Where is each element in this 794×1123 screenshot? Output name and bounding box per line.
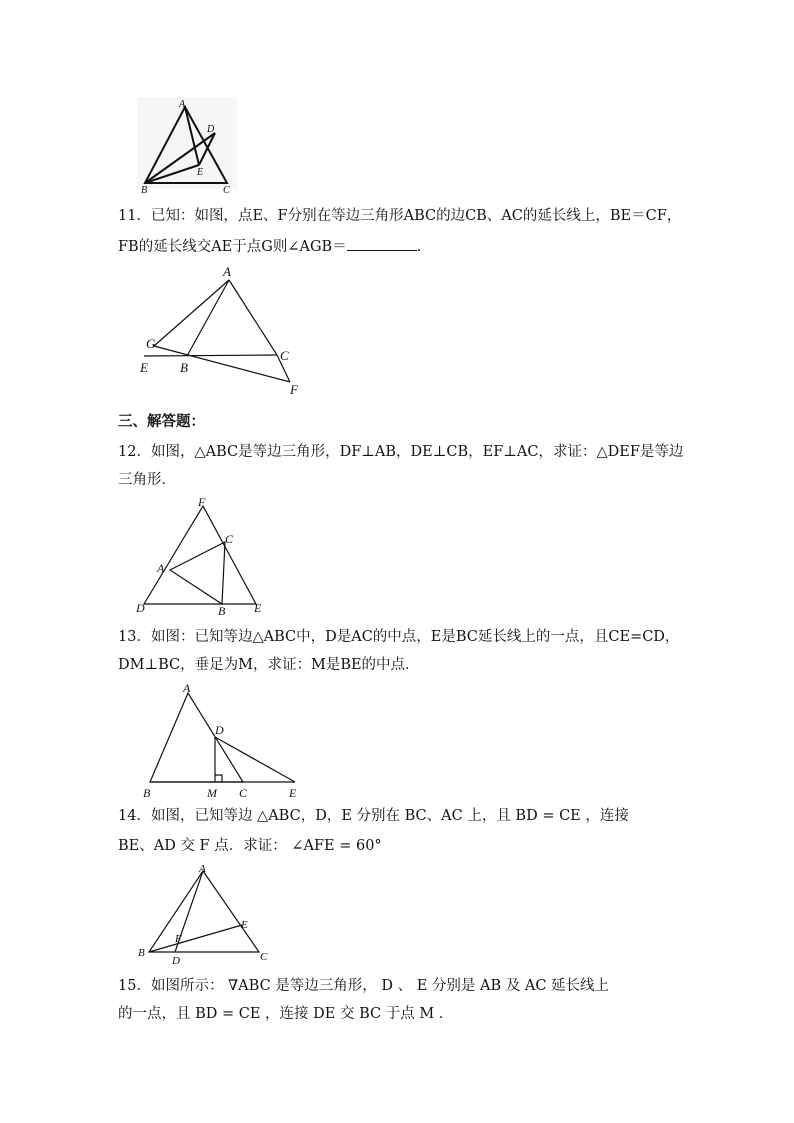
fig11-label-e: E: [140, 360, 148, 375]
fig11-label-a: A: [223, 264, 231, 279]
figure-q10: [135, 95, 245, 197]
fig14-label-c: C: [260, 951, 268, 963]
fig13-label-e: E: [289, 786, 297, 800]
fig14-label-b: B: [138, 947, 145, 959]
q11-period: ．: [416, 239, 432, 255]
q15-line2: 的一点，且 BD = CE ，连接 DE 交 BC 于点 M ．: [118, 1006, 454, 1022]
figure-q13: [135, 680, 310, 802]
fig11-label-g: G: [146, 336, 156, 351]
q13-line1: 13．如图：已知等边△ABC中，D是AC的中点，E是BC延长线上的一点，且CE=CD，: [118, 629, 680, 645]
fig13-label-m: M: [207, 786, 217, 800]
fig14-label-d: D: [172, 955, 180, 967]
section-heading: 三、解答题：: [118, 413, 205, 430]
figure-q11: [130, 264, 320, 400]
fig12-label-c: C: [225, 532, 234, 546]
q11-line2: [118, 236, 431, 257]
fig13-label-a: A: [183, 681, 191, 695]
fig10-label-d: D: [207, 124, 215, 135]
fig10-label-c: C: [223, 185, 230, 196]
fig13-label-d: D: [215, 723, 224, 737]
fig11-label-f: F: [290, 382, 298, 397]
fig10-label-b: B: [141, 185, 148, 196]
fig10-label-a: A: [179, 99, 186, 110]
q15-line1: 15．如图所示： ∇ABC 是等边三角形， D 、 E 分别是 AB 及 AC 延长线上: [118, 978, 610, 994]
fig13-label-b: B: [143, 786, 151, 800]
q14-line2: BE、AD 交 F 点．求证： ∠AFE = 60°: [118, 838, 382, 854]
fig11-label-b: B: [180, 360, 188, 375]
fig12-label-b: B: [218, 604, 226, 618]
fig12-label-a: A: [157, 561, 165, 575]
fig14-label-e: E: [241, 919, 248, 931]
q11-text: FB的延长线交AE于点G则∠AGB＝: [118, 239, 347, 255]
q11-answer-blank: [347, 236, 417, 251]
fig12-label-f: F: [198, 495, 206, 509]
fig12-label-d: D: [136, 601, 145, 615]
fig13-label-c: C: [239, 786, 248, 800]
fig14-label-f: F: [175, 933, 182, 945]
q12-line2: 三角形．: [118, 472, 176, 488]
figure-q14: [135, 862, 275, 966]
fig14-label-a: A: [199, 863, 206, 875]
fig11-label-c: C: [280, 348, 289, 363]
q11-line1: 11．已知：如图，点E、F分别在等边三角形ABC的边CB、AC的延长线上，BE＝CF，: [118, 208, 682, 224]
q14-line1: 14．如图，已知等边 △ABC，D，E 分别在 BC、AC 上，且 BD = CE ，连接: [118, 808, 629, 824]
figure-q12: [130, 494, 275, 618]
q12-line1: 12．如图，△ABC是等边三角形，DF⊥AB，DE⊥CB，EF⊥AC，求证：△DEF是等边: [118, 444, 684, 460]
q13-line2: DM⊥BC，垂足为M，求证：M是BE的中点．: [118, 657, 420, 673]
fig12-label-e: E: [254, 601, 262, 615]
fig10-label-e: E: [197, 167, 204, 178]
